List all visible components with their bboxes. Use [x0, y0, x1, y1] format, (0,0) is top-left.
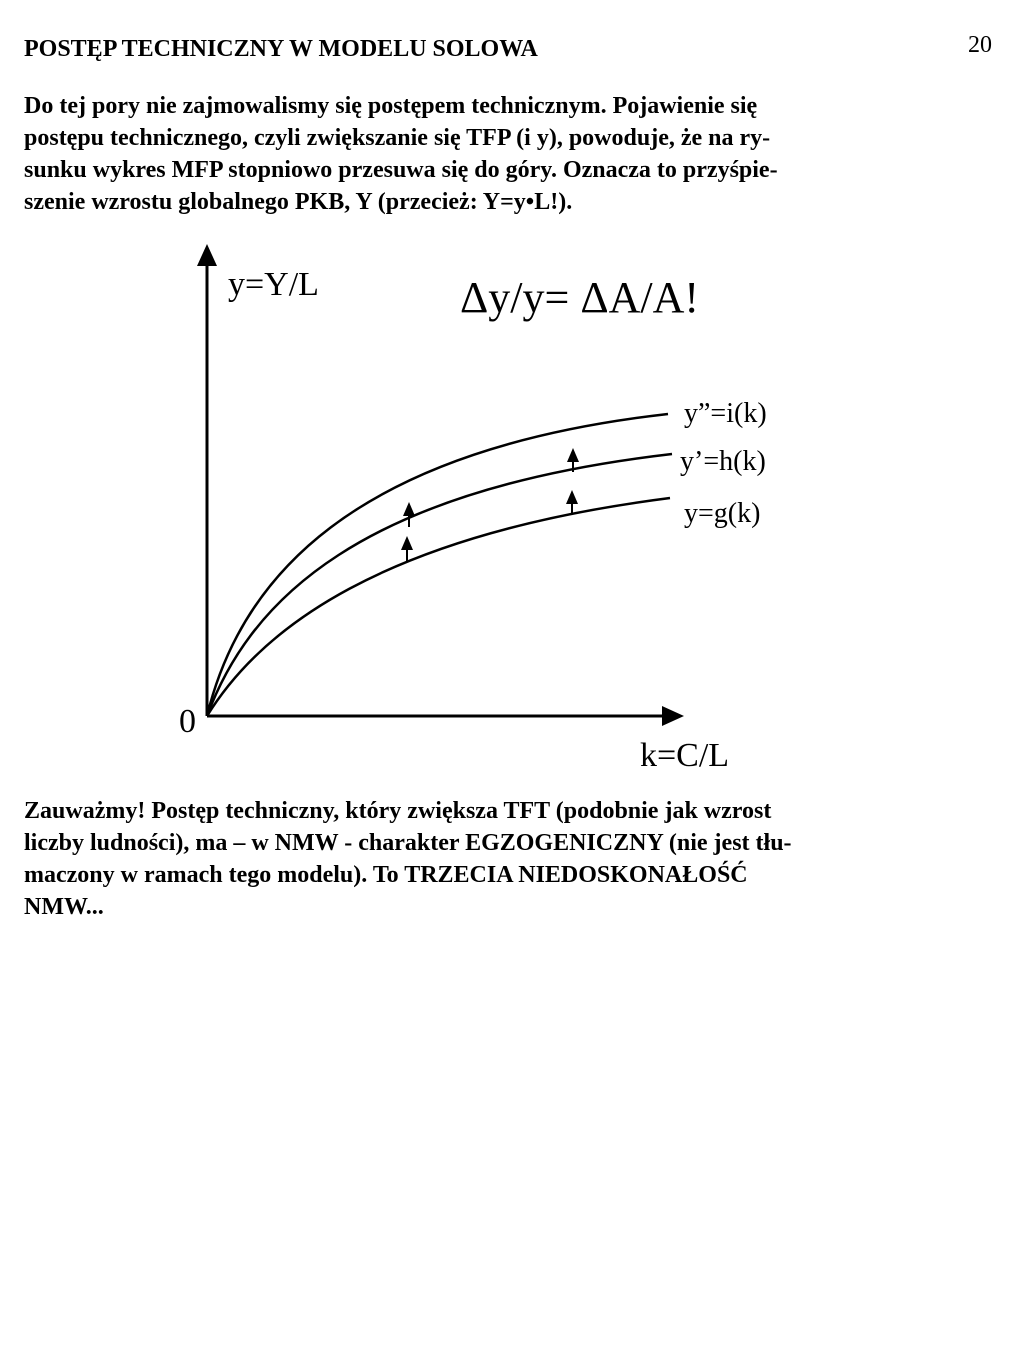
curve-label-h: y’=h(k)	[680, 446, 766, 477]
curve-i	[207, 414, 668, 716]
curve-label-i: y”=i(k)	[684, 398, 767, 429]
page-number: 20	[968, 32, 992, 58]
intro-line: Do tej pory nie zajmowalismy się postępem technicznym. Pojawienie się	[24, 93, 758, 119]
intro-line: szenie wzrostu globalnego PKB, Y (przecież: Y=y•L!).	[24, 189, 573, 215]
intro-line: sunku wykres MFP stopniowo przesuwa się do góry. Oznacza to przyśpie-	[24, 157, 778, 183]
shift-arrow-icon	[401, 536, 413, 562]
intro-line: postępu technicznego, czyli zwiększanie się TFP (i y), powoduje, że na ry-	[24, 125, 771, 151]
curve-label-g: y=g(k)	[684, 498, 761, 529]
y-axis-arrow-icon	[197, 244, 217, 266]
conclusion-line: maczony w ramach tego modelu). To TRZECIA NIEDOSKONAŁOŚĆ	[24, 862, 748, 888]
conclusion-line: NMW...	[24, 894, 104, 920]
formula: Δy/y= ΔA/A!	[460, 273, 700, 322]
shift-arrow-icon	[403, 502, 415, 527]
x-axis-label: k=C/L	[640, 737, 730, 774]
curve-h	[207, 454, 672, 716]
shift-arrow-icon	[566, 490, 578, 515]
conclusion-line: liczby ludności), ma – w NMW - charakter EGZOGENICZNY (nie jest tłu-	[24, 830, 792, 856]
page-title: POSTĘP TECHNICZNY W MODELU SOLOWA	[24, 36, 538, 62]
origin-label: 0	[179, 703, 196, 740]
conclusion-paragraph	[24, 795, 1002, 923]
y-axis-label: y=Y/L	[228, 266, 319, 303]
x-axis-arrow-icon	[662, 706, 684, 726]
conclusion-line: Zauważmy! Postęp techniczny, który zwiększa TFT (podobnie jak wzrost	[24, 798, 772, 824]
